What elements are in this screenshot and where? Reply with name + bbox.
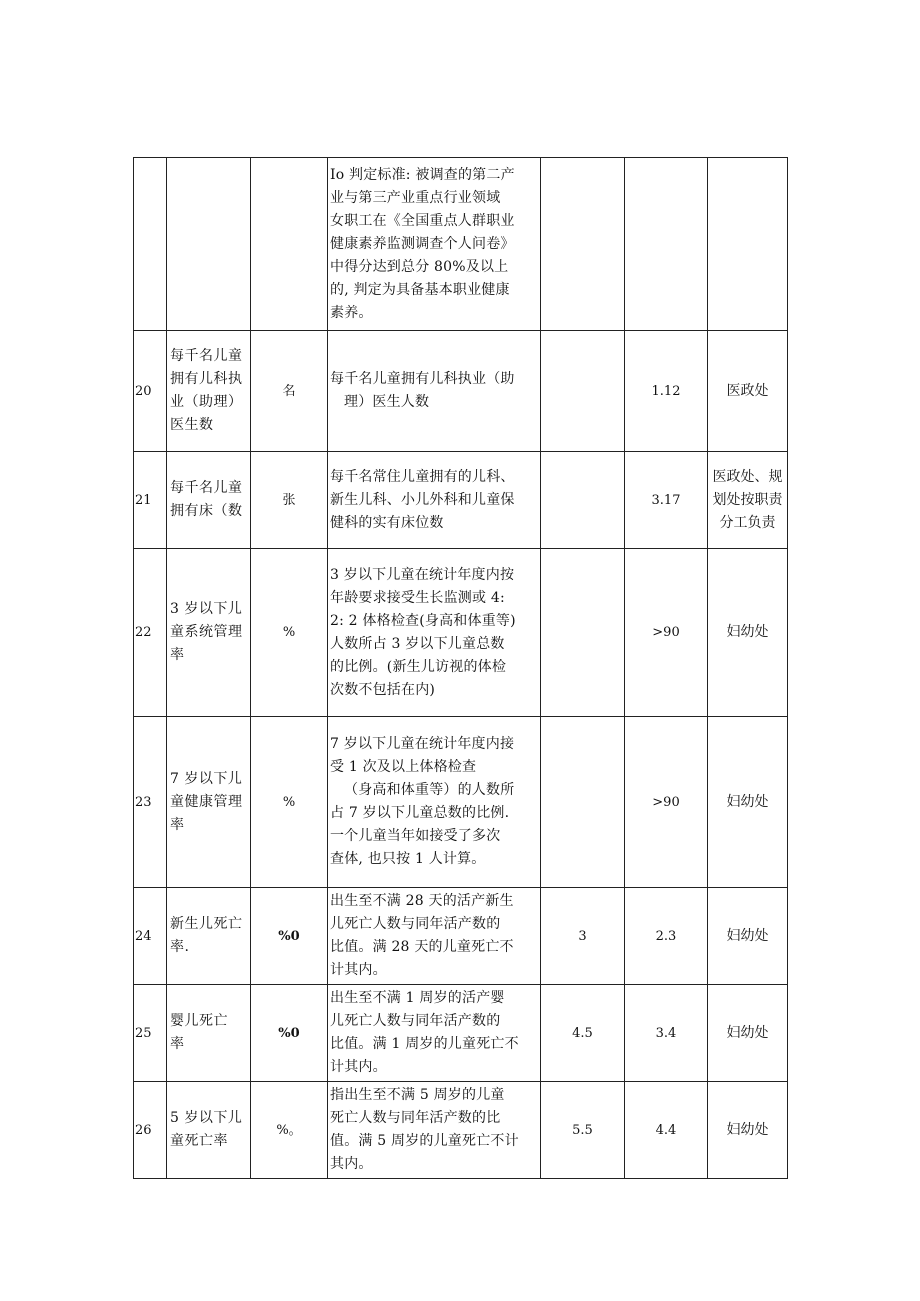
definition-line: 比值。满 28 天的儿童死亡不 xyxy=(330,939,514,955)
unit: 名 xyxy=(251,331,328,452)
baseline-value xyxy=(541,331,625,452)
responsible-dept xyxy=(708,158,788,331)
responsible-dept-line: 医政处、规 xyxy=(712,468,783,485)
definition-line: 女职工在《全国重点人群职业 xyxy=(330,212,515,229)
indicator-name-line: 拥有床（数 xyxy=(170,503,243,519)
indicator-name-line: 5 岁以下儿 xyxy=(170,1110,243,1126)
definition-line: 一个儿童当年如接受了多次 xyxy=(330,828,501,844)
target-value: 3.4 xyxy=(625,985,708,1082)
definition-line: 儿死亡人数与同年活产数的 xyxy=(330,1013,501,1029)
indicator-name-line: 拥有儿科执 xyxy=(170,371,243,387)
definition-line: 每千名儿童拥有儿科执业（助 xyxy=(330,371,515,387)
row-number: 23 xyxy=(134,717,167,888)
definition-line: 死亡人数与同年活产数的比 xyxy=(330,1110,501,1126)
responsible-dept xyxy=(708,985,788,1082)
definition-line: 年龄要求接受生长监测或 4: xyxy=(330,589,505,606)
indicator-name-line: 率 xyxy=(170,1036,185,1052)
indicator-name-line: 童死亡率 xyxy=(170,1133,228,1149)
responsible-dept-line: 划处按职责 xyxy=(712,491,783,508)
baseline-value: 3 xyxy=(541,888,625,985)
definition-line: 次数不包括在内) xyxy=(330,681,436,698)
definition-line: 每千名常住儿童拥有的儿科、 xyxy=(330,468,515,485)
definition-line: 健科的实有床位数 xyxy=(330,514,444,531)
definition xyxy=(328,985,541,1082)
definition-line: 出生至不满 1 周岁的活产婴 xyxy=(330,990,505,1006)
row-number: 26 xyxy=(134,1082,167,1179)
baseline-value: 4.5 xyxy=(541,985,625,1082)
definition-line: 的, 判定为具备基本职业健康 xyxy=(330,281,510,298)
responsible-dept-line: 分工负责 xyxy=(719,514,776,531)
responsible-dept-line: 妇幼处 xyxy=(726,1024,769,1041)
definition-line: 中得分达到总分 80%及以上 xyxy=(330,258,509,275)
unit: %0 xyxy=(251,888,328,985)
responsible-dept-line: 妇幼处 xyxy=(726,624,769,640)
unit: % xyxy=(251,717,328,888)
definition-line: 占 7 岁以下儿童总数的比例. xyxy=(330,805,510,821)
table-row xyxy=(134,158,788,331)
indicator-table xyxy=(133,157,788,1179)
unit: %。 xyxy=(251,1082,328,1179)
definition-line: 素养。 xyxy=(330,304,373,321)
indicator-name xyxy=(167,985,251,1082)
row-number: 22 xyxy=(134,549,167,717)
target-value xyxy=(625,158,708,331)
unit: %0 xyxy=(251,985,328,1082)
definition-line: 业与第三产业重点行业领域 xyxy=(330,189,501,206)
target-value: >90 xyxy=(625,717,708,888)
row-number: 24 xyxy=(134,888,167,985)
target-value: 1.12 xyxy=(625,331,708,452)
target-value: 4.4 xyxy=(625,1082,708,1179)
responsible-dept-line: 医政处 xyxy=(726,382,769,399)
table-row xyxy=(134,331,788,452)
indicator-name-line: 7 岁以下儿 xyxy=(170,770,243,787)
definition xyxy=(328,331,541,452)
definition-line: 计其内。 xyxy=(330,1059,387,1075)
unit: % xyxy=(251,549,328,717)
responsible-dept xyxy=(708,717,788,888)
definition-line: 新生儿科、小儿外科和儿童保 xyxy=(330,491,515,508)
indicator-name xyxy=(167,549,251,717)
responsible-dept-line: 妇幼处 xyxy=(726,927,769,944)
indicator-name xyxy=(167,888,251,985)
definition-line: 其内。 xyxy=(330,1156,373,1172)
responsible-dept-line: 妇幼处 xyxy=(726,1121,769,1138)
responsible-dept xyxy=(708,452,788,549)
definition xyxy=(328,158,541,331)
definition-line: 受 1 次及以上体格检查 xyxy=(330,759,477,775)
indicator-name-line: 每千名儿童 xyxy=(170,348,243,364)
row-number: 25 xyxy=(134,985,167,1082)
definition-line: 3 岁以下儿童在统计年度内按 xyxy=(330,566,515,583)
baseline-value xyxy=(541,158,625,331)
definition-line: 7 岁以下儿童在统计年度内接 xyxy=(330,736,515,752)
indicator-name xyxy=(167,717,251,888)
responsible-dept xyxy=(708,549,788,717)
table-row xyxy=(134,717,788,888)
definition-line: 查体, 也只按 1 人计算。 xyxy=(330,851,486,867)
target-value: 2.3 xyxy=(625,888,708,985)
row-number: 21 xyxy=(134,452,167,549)
table-row xyxy=(134,985,788,1082)
indicator-name xyxy=(167,1082,251,1179)
indicator-name-line: 率. xyxy=(170,939,190,955)
indicator-name-line: 业（助理） xyxy=(170,394,243,410)
unit xyxy=(251,158,328,331)
definition xyxy=(328,549,541,717)
definition-line: 计其内。 xyxy=(330,962,387,978)
row-number xyxy=(134,158,167,331)
responsible-dept-line: 妇幼处 xyxy=(726,793,769,810)
baseline-value xyxy=(541,549,625,717)
definition-line: （身高和体重等）的人数所 xyxy=(344,782,515,798)
indicator-name-line: 新生儿死亡 xyxy=(170,916,243,932)
indicator-name xyxy=(167,452,251,549)
indicator-name-line: 婴儿死亡 xyxy=(170,1013,228,1029)
target-value: >90 xyxy=(625,549,708,717)
definition-line: 健康素养监测调查个人问卷》 xyxy=(330,235,515,252)
unit: 张 xyxy=(251,452,328,549)
definition-line: 值。满 5 周岁的儿童死亡不计 xyxy=(330,1133,519,1149)
definition xyxy=(328,1082,541,1179)
definition-line: 理）医生人数 xyxy=(344,394,430,410)
indicator-name-line: 每千名儿童 xyxy=(170,480,243,496)
definition-line: 指出生至不满 5 周岁的儿童 xyxy=(330,1087,505,1103)
responsible-dept xyxy=(708,331,788,452)
target-value: 3.17 xyxy=(625,452,708,549)
definition-line: 2: 2 体格检查(身高和体重等) xyxy=(330,612,516,629)
table-row xyxy=(134,1082,788,1179)
table-row xyxy=(134,549,788,717)
definition-line: 比值。满 1 周岁的儿童死亡不 xyxy=(330,1036,519,1052)
indicator-name-line: 童系统管理 xyxy=(170,624,243,640)
definition-line: Io 判定标准: 被调查的第二产 xyxy=(330,166,515,183)
indicator-name xyxy=(167,158,251,331)
definition xyxy=(328,717,541,888)
indicator-name-line: 童健康管理 xyxy=(170,793,243,810)
indicator-name-line: 医生数 xyxy=(170,417,214,433)
definition-line: 人数所占 3 岁以下儿童总数 xyxy=(330,635,505,652)
definition xyxy=(328,452,541,549)
baseline-value: 5.5 xyxy=(541,1082,625,1179)
indicator-name-line: 率 xyxy=(170,647,185,663)
table-row xyxy=(134,888,788,985)
baseline-value xyxy=(541,717,625,888)
definition-line: 出生至不满 28 天的活产新生 xyxy=(330,893,514,909)
definition-line: 的比例。(新生儿访视的体检 xyxy=(330,658,507,675)
indicator-name-line: 3 岁以下儿 xyxy=(170,601,243,617)
row-number: 20 xyxy=(134,331,167,452)
definition-line: 儿死亡人数与同年活产数的 xyxy=(330,916,501,932)
indicator-name xyxy=(167,331,251,452)
indicator-name-line: 率 xyxy=(170,816,185,833)
responsible-dept xyxy=(708,888,788,985)
definition xyxy=(328,888,541,985)
responsible-dept xyxy=(708,1082,788,1179)
baseline-value xyxy=(541,452,625,549)
table-row xyxy=(134,452,788,549)
